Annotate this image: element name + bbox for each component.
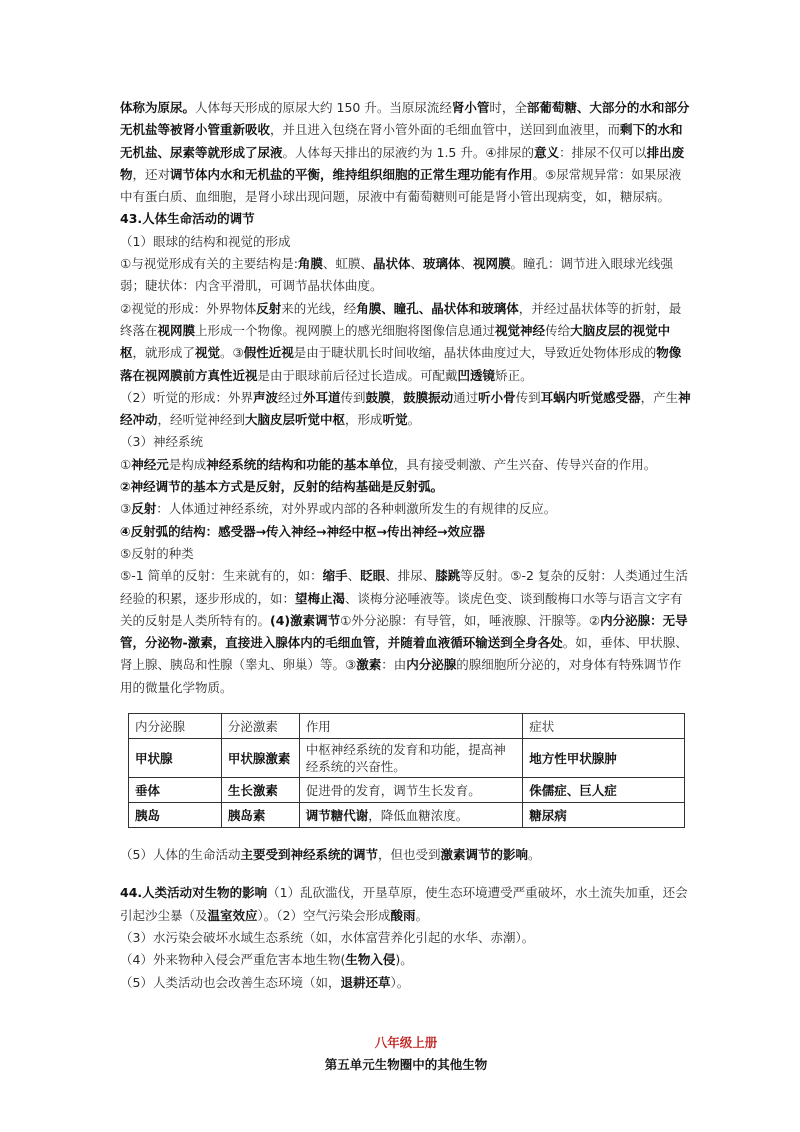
text-bold: 神经元: [131, 456, 169, 472]
table-cell: 胰岛: [129, 803, 222, 828]
text: ①与视觉形成有关的主要结构是:: [120, 256, 298, 272]
text: 来的光线，经: [281, 300, 357, 316]
text-bold: 假性近视: [243, 345, 294, 361]
text-bold: 缩手: [322, 568, 348, 584]
eye-subheading: （1）眼球的结构和视觉的形成: [120, 233, 291, 249]
text: 、虹膜、: [322, 256, 373, 272]
text: （4）外来物种入侵会严重危害本地生物(: [120, 952, 346, 968]
text-bold: 鼓膜: [365, 389, 391, 405]
table-row: [129, 803, 685, 828]
table-cell: 中枢神经系统的发育和功能，提高神经系统的兴奋性。: [299, 739, 523, 778]
table-cell: 促进骨的发育，调节生长发育。: [299, 778, 523, 803]
text: ，具有接受刺激、产生兴奋、传导兴奋的作用。: [393, 456, 657, 472]
text-bold: 凹透镜: [457, 367, 496, 383]
reflex-types-line: ⑤反射的种类: [120, 545, 194, 561]
text: 经过: [277, 389, 303, 405]
text: 时，全: [489, 100, 527, 115]
text: ，但也受到: [377, 847, 441, 863]
section-44-paragraph: [120, 882, 692, 927]
text-bold: 晶状体: [372, 256, 411, 272]
text-bold: 鼓膜振动: [403, 389, 454, 405]
text-bold: 耳蜗内听觉感受器: [540, 389, 641, 405]
text: 的腺细胞所分泌的，对身体有特殊调节作用的微量化学物质。: [120, 657, 682, 695]
grade-heading: 八年级上册: [374, 1034, 438, 1050]
text: 、: [410, 256, 423, 272]
text: 。: [528, 847, 541, 863]
text-bold: 物像落在视网膜前方: [120, 345, 682, 383]
text: 传到: [340, 389, 366, 405]
text: 。: [415, 907, 429, 923]
text: （5）人体的生命活动: [120, 847, 241, 863]
text: （1）乱砍滥伐，开垦草原，使生态环境遭受严重破坏，水土流失加重，还会引起沙尘暴（及: [120, 885, 688, 923]
text-bold: 角膜、瞳孔、晶状体和玻璃体: [356, 300, 519, 316]
text-bold: 反射: [256, 300, 282, 316]
hearing-paragraph: [120, 387, 692, 432]
spacer: [120, 828, 692, 844]
text: 。瞳孔：调节进入眼球光线强弱；睫状体：内含平滑肌，可调节晶状体曲度。: [120, 256, 674, 294]
text: 是构成: [168, 456, 207, 472]
table-header-cell: 分泌激素: [221, 714, 299, 739]
text: ①外分泌腺：有导管，如，唾液腺、汗腺等。②: [340, 612, 601, 628]
text: 通过: [453, 389, 479, 405]
endocrine-table: [128, 713, 685, 828]
urine-paragraph: [120, 97, 692, 208]
text-bold: (4)激素调节: [270, 612, 341, 628]
text: ）。: [390, 974, 410, 990]
text-bold: 眨眼: [360, 568, 386, 584]
table-cell: 垂体: [129, 778, 222, 803]
reflex-hormone-paragraph: [120, 565, 692, 699]
text-bold: 内分泌腺: [406, 657, 457, 673]
text-bold: 大脑皮层听觉中枢: [245, 412, 346, 428]
text: 。如，垂体、甲状腺、肾上腺、胰岛和性腺（睾丸、卵巢）等。③: [120, 635, 688, 673]
text: ，并经过晶状体等的折射，最终落在: [120, 300, 682, 338]
text: )。: [395, 952, 413, 968]
table-cell: [299, 803, 523, 828]
table-cell: 生长激素: [221, 778, 299, 803]
text: ，产生: [640, 389, 679, 405]
text: 。: [407, 412, 421, 428]
text: 、排尿、: [385, 568, 436, 584]
text-bold: 大脑皮层的视觉中枢: [120, 322, 671, 361]
table-cell: 胰岛素: [221, 803, 299, 828]
text-bold: 酸雨: [390, 907, 416, 923]
text-bold: 激素调节的影响: [440, 847, 529, 863]
text: 人体每天形成的原尿大约 150 升。当原尿流经: [195, 100, 452, 115]
text: 是由于眼球前后径过长造成。可配戴: [257, 367, 458, 383]
table-cell: 侏儒症、巨人症: [523, 778, 685, 803]
text: ①: [120, 456, 132, 472]
text-bold: 玻璃体: [422, 256, 461, 272]
spacer: [120, 866, 692, 882]
table-row: [129, 739, 685, 778]
text: ，就形成了: [132, 345, 196, 361]
table-cell: 甲状腺: [129, 739, 222, 778]
text: 上形成一个物像。视网膜上的感光细胞将图像信息通过: [195, 322, 496, 338]
text-bold: 排出废物: [120, 144, 685, 182]
text-bold: 角膜: [297, 256, 323, 272]
water-pollution-line: （3）水污染会破坏水域生态系统（如，水体富营养化引起的水华、赤潮）。: [120, 929, 535, 945]
table-cell: 地方性甲状腺肿: [523, 739, 685, 778]
text: ③: [120, 501, 132, 517]
table-cell: 糖尿病: [523, 803, 685, 828]
table-header-row: [129, 714, 685, 739]
text: ，: [390, 389, 404, 405]
text-bold: 听觉: [382, 412, 408, 428]
section-43-heading: 43.人体生命活动的调节: [120, 211, 255, 227]
text-bold: 听小骨: [478, 389, 516, 405]
text: 矫正。: [495, 367, 533, 383]
text: 传到: [515, 389, 541, 405]
text: 。⑤尿常规异常：如果尿液中有蛋白质、血细胞，是肾小球出现问题，尿液中有葡萄糖则可能是肾小管出现病变，如，糖尿病。: [120, 166, 682, 205]
text-bold: 人类活动对生物的影响: [142, 885, 268, 901]
text-bold: 调节糖代谢: [305, 807, 369, 823]
text: ，降低血糖浓度。: [368, 807, 469, 823]
text-bold: 主要受到神经系统的调节: [240, 847, 378, 863]
spacer: [120, 994, 692, 1032]
text: 。③: [220, 345, 244, 361]
table-row: [129, 778, 685, 803]
text-bold: 外耳道: [303, 389, 341, 405]
text: ）。（2）空气污染会形成: [257, 907, 391, 923]
text: ⑤-1 简单的反射：生来就有的，如：: [120, 568, 323, 584]
reflex-basic-line: ②神经调节的基本方式是反射，反射的结构基础是反射弧。: [120, 479, 444, 495]
text-bold: 激素: [356, 657, 382, 673]
text: ：人体通过神经系统，对外界或内部的各种刺激所发生的有规律的反应。: [156, 501, 557, 517]
text: 、: [347, 568, 361, 584]
vision-formation-paragraph: [120, 298, 692, 387]
text-bold: 体称为原尿。: [120, 100, 196, 115]
table-header-cell: 作用: [299, 714, 523, 739]
text-bold: 视网膜: [157, 322, 196, 338]
text: 、谈梅分泌唾液等。谈虎色变、谈到酸梅口水等与语言文字有关的反射是人类所特有的。: [120, 590, 683, 628]
text: （5）人类活动也会改善生态环境（如，: [120, 974, 341, 990]
text: ，还对: [132, 166, 171, 182]
neuron-line: [120, 454, 692, 476]
text-bold: 44.: [120, 885, 143, 901]
text: ②视觉的形成：外界物体: [120, 300, 257, 316]
text: ：由: [381, 657, 407, 673]
nerve-subheading: （3）神经系统: [120, 434, 203, 450]
text-bold: 肾小管: [451, 100, 490, 115]
text: 、: [460, 256, 474, 272]
text-bold: 部葡萄糖、大部分的水和部分无机盐等被肾小管重新吸收: [120, 100, 690, 138]
text: ，经听觉神经到: [157, 412, 246, 428]
text-bold: 剩下的水和无机盐、尿素等就形成了尿液: [120, 122, 683, 160]
document-body: [120, 97, 692, 1076]
text: 传给: [545, 322, 571, 338]
text: ，并且进入包绕在肾小管外面的毛细血管中，送回到血液里，而: [270, 122, 621, 138]
text-bold: 视网膜: [473, 256, 511, 272]
eye-structure-paragraph: [120, 253, 692, 298]
improve-environment-line: [120, 972, 692, 994]
text-bold: 神经系统的结构和功能的基本单位: [206, 456, 394, 472]
text-bold: 温室效应: [207, 907, 258, 923]
reflex-definition-line: [120, 498, 692, 520]
text-bold: 望梅止渴: [295, 590, 346, 606]
regulation-summary-line: [120, 844, 692, 866]
table-cell: 甲状腺激素: [221, 739, 299, 778]
text-bold: 视觉: [195, 345, 221, 361]
table-header-cell: 内分泌腺: [129, 714, 222, 739]
table-header-cell: 症状: [523, 714, 685, 739]
text: ，形成: [345, 412, 383, 428]
text-bold: 意义: [534, 144, 560, 160]
text-bold: 调节体内水和无机盐的平衡，维持组织细胞的正常生理功能有作用: [170, 166, 533, 182]
text-bold: 声波: [252, 389, 278, 405]
text-bold: 真性近视: [207, 367, 258, 383]
text: （2）听觉的形成：外界: [120, 389, 253, 405]
text-bold: 神经冲动: [120, 389, 691, 428]
unit-heading: 第五单元生物圈中的其他生物: [324, 1056, 488, 1072]
invasive-species-line: [120, 949, 692, 971]
text-bold: 视觉神经: [495, 322, 546, 338]
text: 等反射。⑤-2 复杂的反射：人类通过生活经验的积累，逐步形成的，如：: [120, 568, 688, 606]
text-bold: 反射: [131, 501, 157, 517]
text-bold: 生物入侵: [345, 952, 396, 968]
reflex-arc-line: ④反射弧的结构：感受器→传入神经→神经中枢→传出神经→效应器: [120, 523, 485, 539]
text-bold: 退耕还草: [340, 974, 391, 990]
text-bold: 膝跳: [435, 568, 461, 584]
text: 是由于睫状肌长时间收缩，晶状体曲度过大，导致近处物体形成的: [293, 345, 657, 361]
text: 。人体每天排出的尿液约为 1.5 升。④排尿的: [282, 144, 535, 160]
text: ：排尿不仅可以: [559, 144, 647, 160]
text-bold: 内分泌腺：无导管，分泌物-激素，直接进入腺体内的毛细血管，并随着血液循环输送到全身各处: [120, 612, 688, 651]
